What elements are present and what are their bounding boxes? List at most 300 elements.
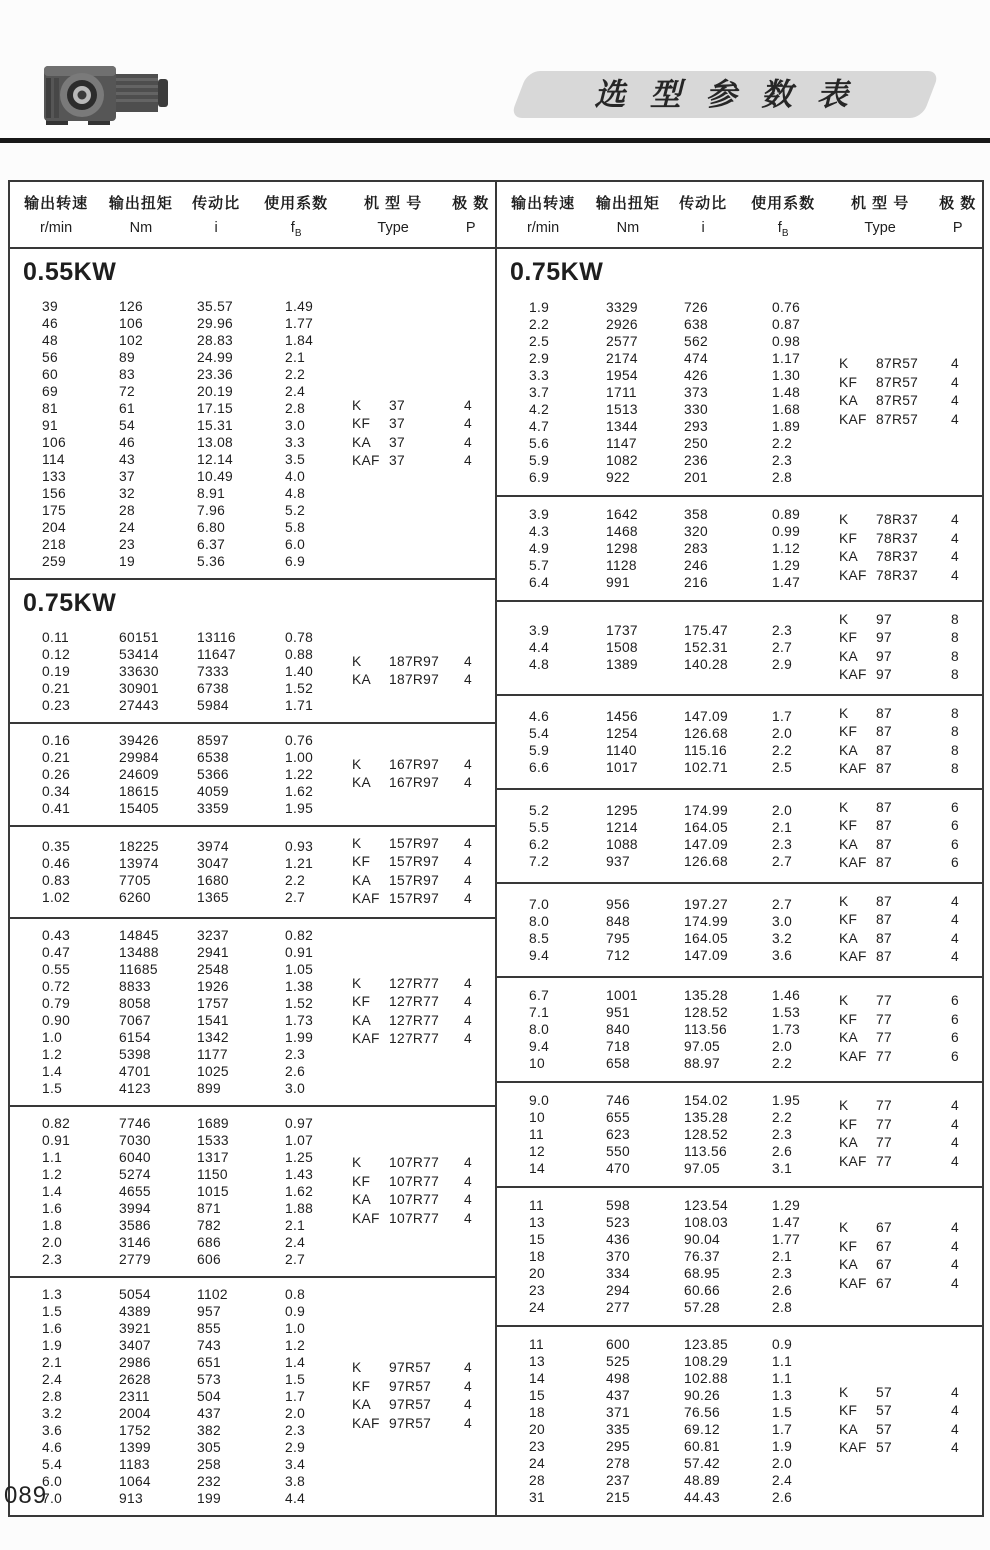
cell: 7705 [119,872,151,888]
cell: 0.21 [42,749,71,765]
table-row [10,536,352,553]
type-model: 97 [876,630,892,646]
cell: 283 [684,540,708,556]
cell: 0.87 [772,316,801,332]
cell: 4701 [119,1063,151,1079]
type-entry [352,671,491,690]
cell: 5.8 [285,519,306,535]
cell: 1.62 [285,1183,314,1199]
cell: 2.1 [42,1354,63,1370]
cell: 0.72 [42,978,71,994]
poles-value: 8 [951,630,959,646]
cell: 2.3 [772,1265,793,1281]
cell: 53414 [119,646,159,662]
type-prefix: KF [839,1403,858,1419]
data-block [10,919,495,1107]
type-prefix: KAF [839,761,867,777]
type-model: 87R57 [876,393,919,409]
cell: 1147 [606,435,637,451]
cell: 1.6 [42,1200,63,1216]
poles-value: 4 [951,1153,959,1169]
cell: 371 [606,1404,630,1420]
type-prefix: K [839,799,849,815]
cell: 600 [606,1336,630,1352]
type-prefix: KA [839,393,859,409]
poles-value: 4 [464,1173,472,1189]
cell: 1.49 [285,298,314,314]
cell: 0.55 [42,961,71,977]
cell: 0.12 [42,646,71,662]
cell: 2.7 [772,640,793,656]
cell: 1.46 [772,987,801,1003]
column-header-unit: Type [377,220,409,236]
cell: 1752 [119,1422,151,1438]
cell: 4.3 [529,523,550,539]
type-prefix: KA [839,549,859,565]
type-prefix: KAF [839,567,867,583]
column-header-2 [180,192,253,239]
cell: 0.83 [42,872,71,888]
table-row [497,759,839,776]
cell: 204 [42,519,66,535]
cell: 4.6 [529,708,550,724]
cell: 5.4 [529,725,550,741]
cell: 15 [529,1231,545,1247]
types-area [839,610,982,686]
table-row [497,384,839,401]
type-entry [839,411,978,430]
type-entry [352,1359,491,1378]
column-header-1 [589,192,667,239]
type-prefix: KA [352,872,372,888]
poles-value: 6 [951,836,959,852]
type-entry [839,1011,978,1030]
table-row [10,1371,352,1388]
table-row [10,315,352,332]
type-prefix: K [839,1384,849,1400]
cell: 31 [529,1489,545,1505]
type-model: 97R57 [389,1415,432,1431]
poles-value: 4 [951,912,959,928]
table-row [10,468,352,485]
cell: 128.52 [684,1126,728,1142]
cell: 1.00 [285,749,314,765]
types-area [352,927,495,1097]
type-prefix: KAF [839,855,867,871]
poles-value: 8 [951,705,959,721]
cell: 9.4 [529,1038,550,1054]
cell: 0.93 [285,838,314,854]
cell: 126 [119,298,143,314]
table-row [497,742,839,759]
types-area [839,798,982,874]
poles-value: 4 [464,891,472,907]
table-row [497,523,839,540]
table-row [497,1387,839,1404]
cell: 638 [684,316,708,332]
cell: 2.3 [772,623,793,639]
cell: 20.19 [197,383,234,399]
type-model: 78R37 [876,549,919,565]
column-header-zh: 机 型 号 [850,195,910,212]
cell: 2.2 [772,742,793,758]
cell: 108.03 [684,1214,728,1230]
cell: 1.7 [285,1388,306,1404]
cell: 1.47 [772,574,801,590]
poles-value: 4 [951,512,959,528]
cell: 6.0 [42,1473,63,1489]
cell: 54 [119,417,135,433]
cell: 32 [119,485,135,501]
cell: 201 [684,469,708,485]
table-row [10,749,352,766]
poles-value: 4 [464,653,472,669]
cell: 97.05 [684,1038,721,1054]
cell: 7.96 [197,502,226,518]
cell: 1.84 [285,332,314,348]
cell: 1298 [606,540,638,556]
cell: 655 [606,1109,630,1125]
cell: 0.46 [42,855,71,871]
data-block [10,621,495,724]
type-model: 37 [389,453,405,469]
types-area [839,1335,982,1507]
cell: 1.88 [285,1200,314,1216]
rows-area [497,986,839,1073]
table-row [497,913,839,930]
cell: 991 [606,574,630,590]
cell: 147.09 [684,708,728,724]
cell: 10.49 [197,468,234,484]
type-prefix: KA [352,672,372,688]
cell: 72 [119,383,135,399]
type-model: 87 [876,818,892,834]
table-header [10,182,982,249]
cell: 0.98 [772,333,801,349]
cell: 1.5 [42,1303,63,1319]
cell: 0.19 [42,663,71,679]
poles-value: 4 [464,872,472,888]
cell: 437 [197,1405,221,1421]
table-row [497,1004,839,1021]
types-area [352,629,495,714]
type-prefix: K [352,756,362,772]
type-entry [352,1012,491,1031]
header-rule [0,138,990,143]
cell: 61 [119,400,135,416]
cell: 0.91 [285,944,314,960]
cell: 6040 [119,1149,151,1165]
table-row [10,298,352,315]
table-row [10,434,352,451]
table-row [10,927,352,944]
table-row [497,896,839,913]
poles-value: 4 [951,893,959,909]
table-row [497,574,839,591]
cell: 848 [606,913,630,929]
table-row [497,1021,839,1038]
cell: 8597 [197,732,229,748]
cell: 2.0 [772,725,793,741]
type-entry [839,511,978,530]
cell: 305 [197,1439,221,1455]
cell: 1128 [606,557,637,573]
cell: 2986 [119,1354,151,1370]
types-area [839,704,982,780]
type-entry [839,817,978,836]
table-row [10,1473,352,1490]
column-header-unit: Nm [129,220,153,236]
table-row [10,1320,352,1337]
rows-area [497,704,839,780]
cell: 1926 [197,978,229,994]
cell: 23 [119,536,135,552]
column-header-1 [102,192,180,239]
cell: 3974 [197,838,229,854]
table-row [497,1404,839,1421]
table-row [497,367,839,384]
type-model: 187R97 [389,672,440,688]
poles-value: 4 [464,1360,472,1376]
cell: 60151 [119,629,159,645]
type-entry [839,911,978,930]
cell: 29.96 [197,315,234,331]
type-model: 87 [876,761,892,777]
cell: 3.6 [772,947,793,963]
cell: 13974 [119,855,159,871]
type-entry [839,1116,978,1135]
cell: 14 [529,1160,545,1176]
cell: 0.90 [42,1012,71,1028]
cell: 1.40 [285,663,314,679]
cell: 623 [606,1126,630,1142]
cell: 1.9 [772,1438,793,1454]
cell: 12.14 [197,451,234,467]
cell: 1.0 [285,1320,306,1336]
cell: 5274 [119,1166,151,1182]
type-prefix: KA [352,1012,372,1028]
cell: 2.7 [285,1251,306,1267]
table-row [497,540,839,557]
cell: 28.83 [197,332,234,348]
data-block [497,602,982,696]
cell: 1.89 [772,418,801,434]
type-entry [839,1439,978,1458]
cell: 2.3 [772,836,793,852]
cell: 0.11 [42,629,70,645]
table-column-right [497,249,982,1515]
cell: 113.56 [684,1143,727,1159]
table-row [497,1421,839,1438]
cell: 1.8 [42,1217,63,1233]
cell: 28 [119,502,135,518]
cell: 1140 [606,742,637,758]
poles-value: 8 [951,742,959,758]
type-model: 57 [876,1403,892,1419]
cell: 3.2 [772,930,793,946]
cell: 1001 [606,987,638,1003]
cell: 20 [529,1265,545,1281]
cell: 9.0 [529,1092,550,1108]
cell: 2.5 [772,759,793,775]
table-row [497,622,839,639]
type-model: 107R77 [389,1155,440,1171]
cell: 44.43 [684,1489,721,1505]
section-power-title: 0.55KW [23,257,117,286]
cell: 3.9 [529,506,550,522]
type-prefix: KF [352,854,371,870]
cell: 8.0 [529,1021,550,1037]
cell: 24.99 [197,349,234,365]
poles-value: 4 [951,1275,959,1291]
rows-area [10,732,352,817]
type-prefix: KA [352,775,372,791]
cell: 6.0 [285,536,306,552]
table-row [10,1012,352,1029]
cell: 250 [684,435,708,451]
type-prefix: K [839,993,849,1009]
poles-value: 4 [464,672,472,688]
type-prefix: KA [839,1421,859,1437]
cell: 295 [606,1438,630,1454]
type-entry [839,355,978,374]
cell: 278 [606,1455,630,1471]
cell: 743 [197,1337,221,1353]
cell: 573 [197,1371,221,1387]
cell: 18 [529,1248,545,1264]
cell: 2.3 [772,452,793,468]
cell: 6154 [119,1029,151,1045]
cell: 5.5 [529,819,550,835]
types-area [352,1115,495,1268]
cell: 135.28 [684,1109,728,1125]
table-row [497,1038,839,1055]
cell: 135.28 [684,987,728,1003]
type-prefix: KAF [352,453,380,469]
cell: 498 [606,1370,630,1386]
cell: 218 [42,536,66,552]
cell: 294 [606,1282,630,1298]
unit-subscript: B [781,227,789,239]
types-area [352,298,495,570]
type-model: 87 [876,893,892,909]
type-model: 77 [876,1011,892,1027]
cell: 0.91 [42,1132,71,1148]
cell: 335 [606,1421,630,1437]
cell: 1.29 [772,557,801,573]
cell: 60.81 [684,1438,721,1454]
cell: 437 [606,1387,630,1403]
cell: 3.8 [285,1473,306,1489]
cell: 1.73 [772,1021,801,1037]
cell: 2548 [197,961,229,977]
column-header-4 [827,192,934,239]
cell: 1254 [606,725,638,741]
cell: 57.42 [684,1455,721,1471]
cell: 2.6 [772,1489,793,1505]
type-model: 87 [876,742,892,758]
data-block [10,290,495,580]
cell: 5.36 [197,553,226,569]
table-row [497,1197,839,1214]
table-row [497,1055,839,1072]
poles-value: 4 [464,775,472,791]
cell: 108.29 [684,1353,728,1369]
table-column-left [10,249,497,1515]
cell: 1642 [606,506,638,522]
type-entry [352,397,491,416]
cell: 90.26 [684,1387,721,1403]
table-row [497,333,839,350]
cell: 1342 [197,1029,229,1045]
type-entry [839,742,978,761]
type-entry [352,1210,491,1229]
cell: 115.16 [684,742,727,758]
table-row [497,819,839,836]
cell: 426 [684,367,708,383]
cell: 14 [529,1370,545,1386]
cell: 1.9 [529,299,550,315]
cell: 102 [119,332,143,348]
data-block [497,1327,982,1515]
cell: 259 [42,553,66,569]
type-model: 67 [876,1257,892,1273]
cell: 1.17 [772,350,801,366]
column-header-zh: 使用系数 [751,195,816,212]
table-row [497,1282,839,1299]
poles-value: 4 [464,397,472,413]
table-row [10,417,352,434]
type-prefix: KF [839,818,858,834]
cell: 13 [529,1214,545,1230]
cell: 2.9 [529,350,550,366]
cell: 1295 [606,802,638,818]
cell: 11 [529,1126,544,1142]
table-row [497,656,839,673]
cell: 1017 [606,759,638,775]
cell: 33630 [119,663,159,679]
cell: 2.3 [285,1422,306,1438]
type-model: 157R97 [389,854,440,870]
type-entry [352,872,491,891]
cell: 28 [529,1472,545,1488]
cell: 39426 [119,732,159,748]
cell: 5398 [119,1046,151,1062]
poles-value: 4 [951,356,959,372]
type-entry [352,1415,491,1434]
table-row [10,855,352,872]
cell: 1.4 [285,1354,306,1370]
column-header-zh: 传动比 [679,195,728,212]
type-entry [839,799,978,818]
data-block [10,1107,495,1278]
poles-value: 4 [464,416,472,432]
cell: 1456 [606,708,638,724]
cell: 4.7 [529,418,550,434]
cell: 147.09 [684,947,728,963]
table-row [10,766,352,783]
column-header-zh: 极 数 [939,195,977,212]
cell: 8058 [119,995,151,1011]
rows-area [497,610,839,686]
cell: 5366 [197,766,229,782]
type-prefix: K [839,893,849,909]
table-row [10,629,352,646]
cell: 6.7 [529,987,550,1003]
cell: 2.2 [772,435,793,451]
table-row [10,1200,352,1217]
cell: 123.54 [684,1197,728,1213]
